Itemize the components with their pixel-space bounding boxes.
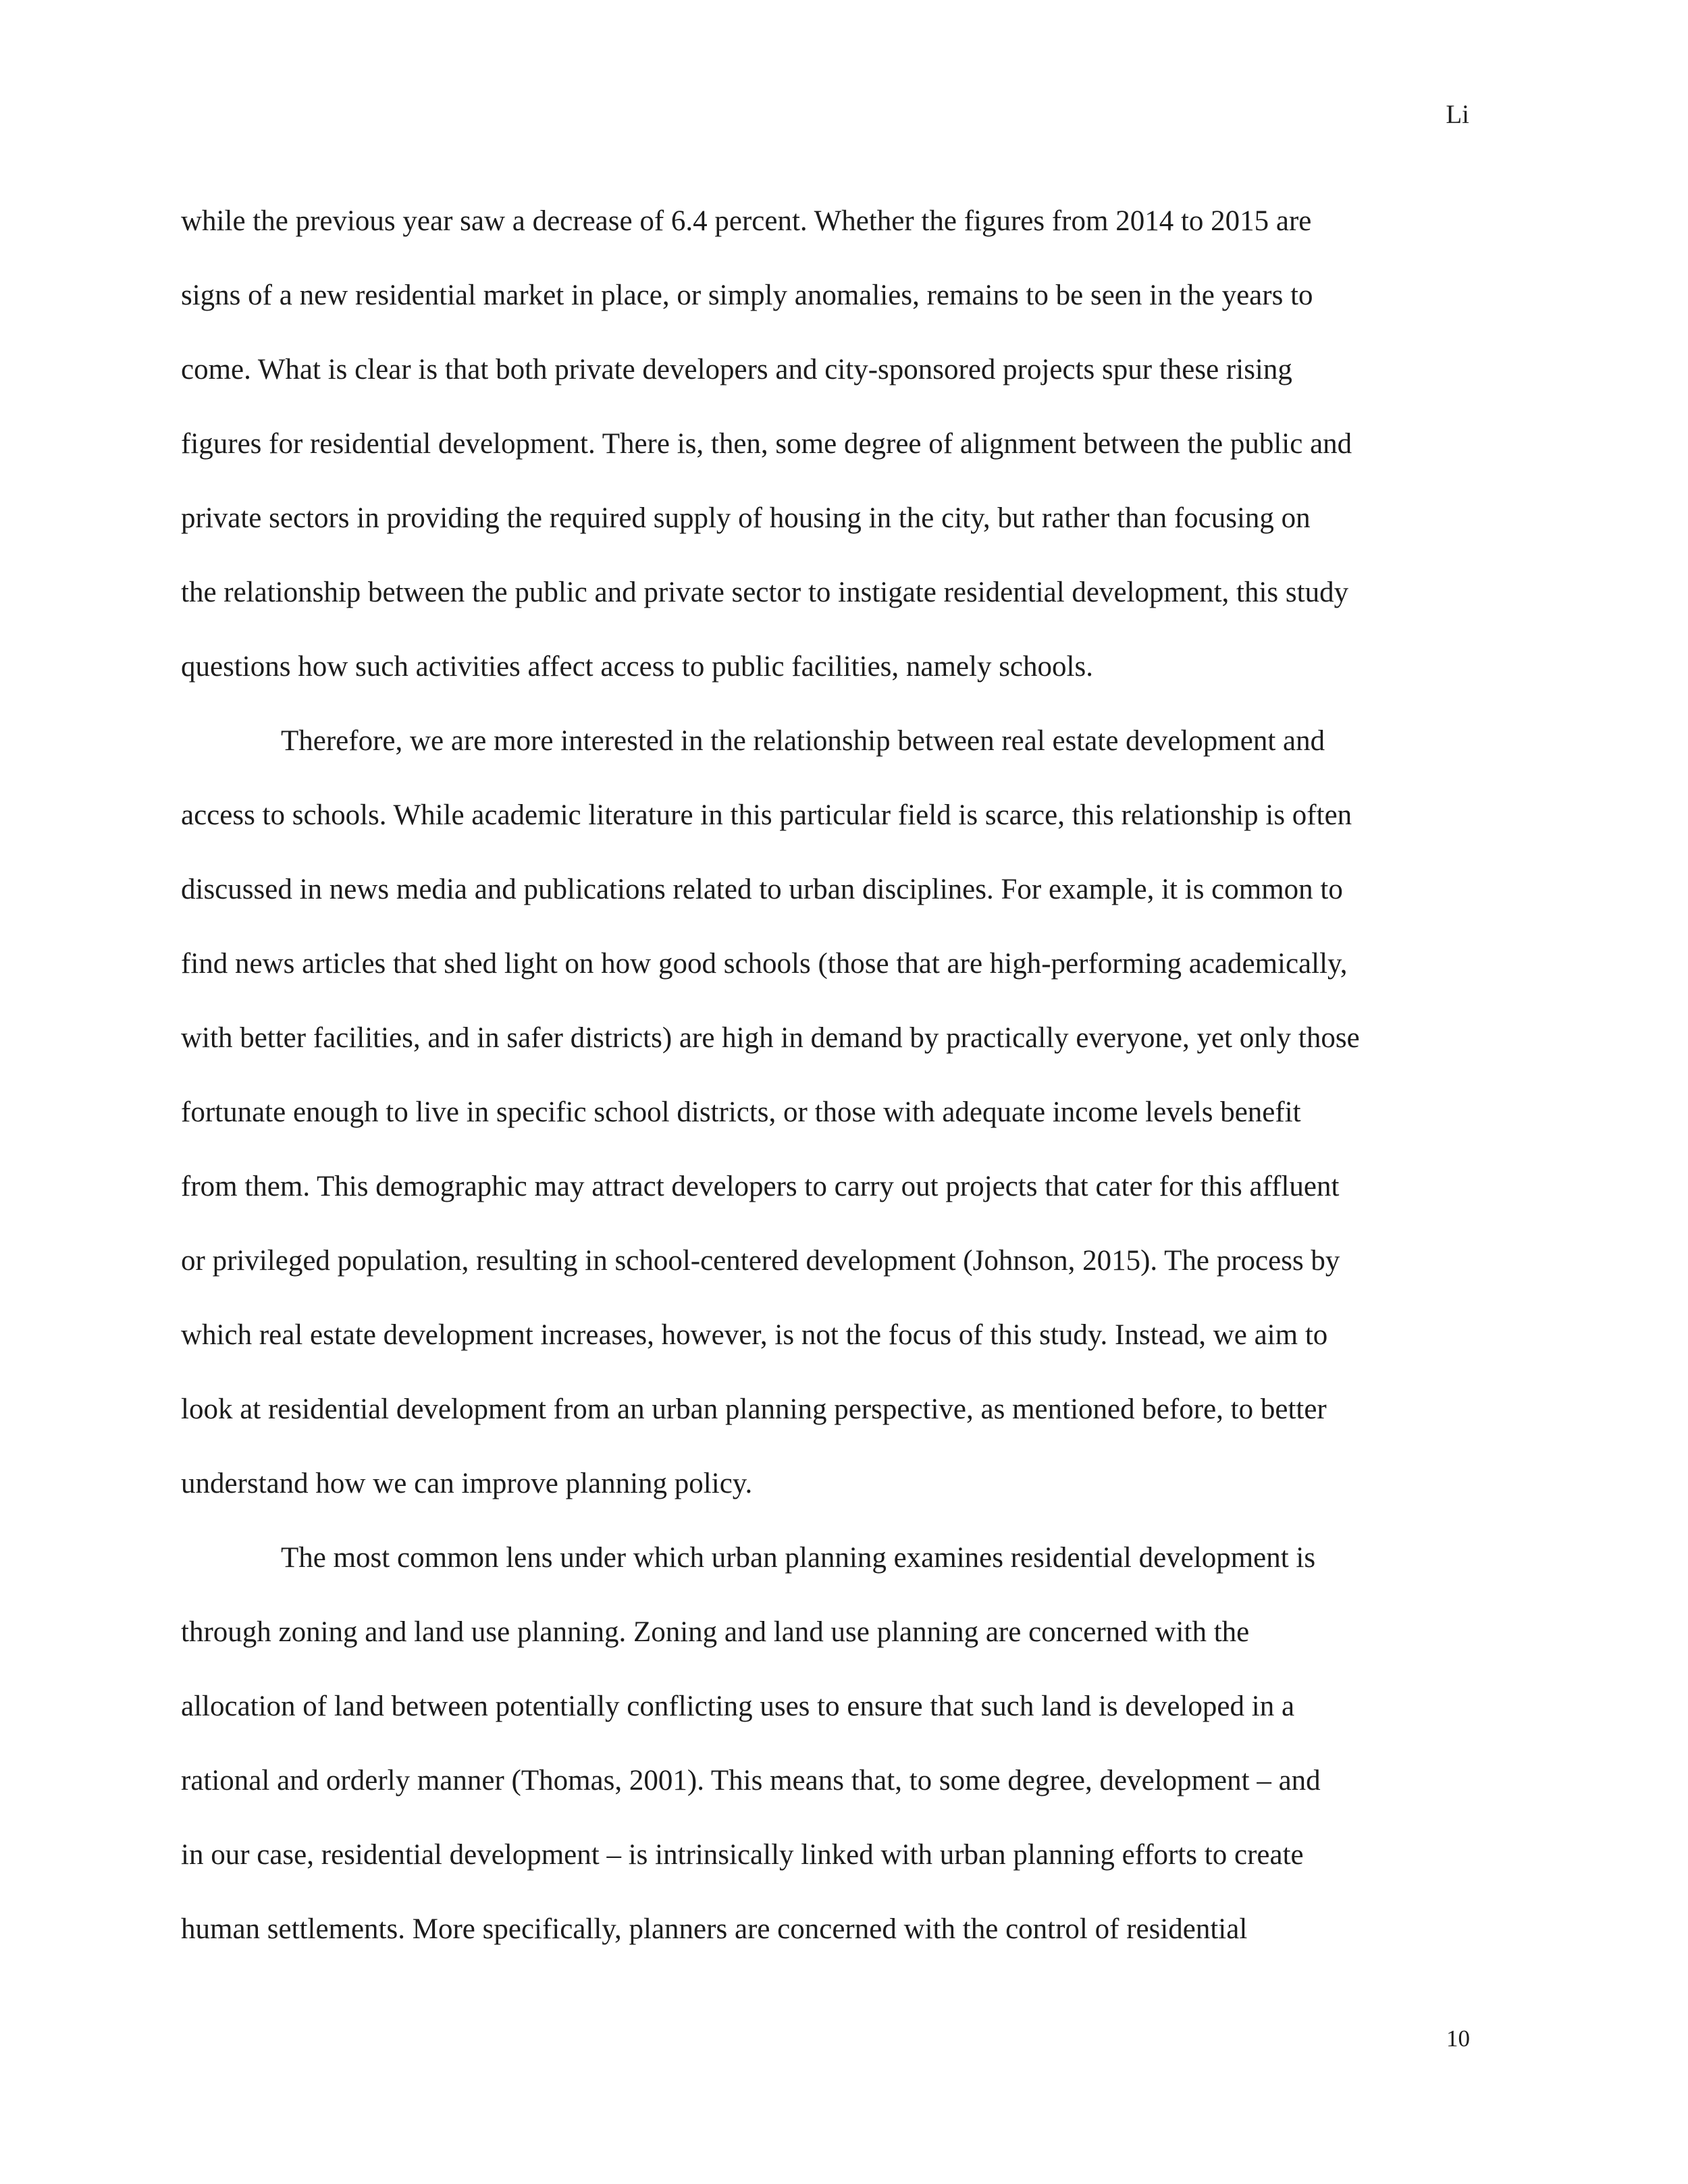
body-line: access to schools. While academic literature in this particular field is scarce, this relationship is often: [181, 799, 1352, 831]
body-line: discussed in news media and publications related to urban disciplines. For example, it is common to: [181, 874, 1343, 905]
running-head: Li: [1446, 100, 1469, 129]
body-line: find news articles that shed light on how good schools (those that are high-performing academically,: [181, 948, 1348, 980]
body-line: or privileged population, resulting in school-centered development (Johnson, 2015). The process by: [181, 1245, 1340, 1277]
body-line: in our case, residential development – is intrinsically linked with urban planning efforts to create: [181, 1839, 1304, 1871]
page-number: 10: [1446, 2025, 1470, 2052]
body-line: which real estate development increases, however, is not the focus of this study. Instead, we aim to: [181, 1319, 1328, 1351]
body-line: look at residential development from an urban planning perspective, as mentioned before, to better: [181, 1393, 1327, 1425]
body-line: fortunate enough to live in specific school districts, or those with adequate income levels benefit: [181, 1096, 1301, 1128]
body-line: the relationship between the public and private sector to instigate residential development, this study: [181, 577, 1349, 608]
body-line: questions how such activities affect access to public facilities, namely schools.: [181, 651, 1093, 683]
body-line: The most common lens under which urban planning examines residential development is: [281, 1542, 1316, 1574]
body-line: rational and orderly manner (Thomas, 2001). This means that, to some degree, development – and: [181, 1765, 1321, 1796]
body-line: while the previous year saw a decrease of 6.4 percent. Whether the figures from 2014 to 2015 are: [181, 205, 1312, 237]
body-line: private sectors in providing the required supply of housing in the city, but rather than focusing on: [181, 502, 1311, 534]
body-line: figures for residential development. There is, then, some degree of alignment between the public and: [181, 428, 1352, 460]
body-line: come. What is clear is that both private developers and city-sponsored projects spur these rising: [181, 354, 1292, 385]
body-line: Therefore, we are more interested in the relationship between real estate development and: [281, 725, 1325, 757]
body-line: through zoning and land use planning. Zoning and land use planning are concerned with the: [181, 1616, 1250, 1648]
body-line: with better facilities, and in safer districts) are high in demand by practically everyone, yet only those: [181, 1022, 1360, 1054]
body-line: allocation of land between potentially conflicting uses to ensure that such land is developed in a: [181, 1690, 1295, 1722]
body-line: human settlements. More specifically, planners are concerned with the control of residential: [181, 1913, 1248, 1945]
body-line: from them. This demographic may attract developers to carry out projects that cater for this affluent: [181, 1171, 1340, 1202]
body-line: understand how we can improve planning policy.: [181, 1468, 753, 1499]
body-line: signs of a new residential market in place, or simply anomalies, remains to be seen in the years to: [181, 279, 1313, 311]
